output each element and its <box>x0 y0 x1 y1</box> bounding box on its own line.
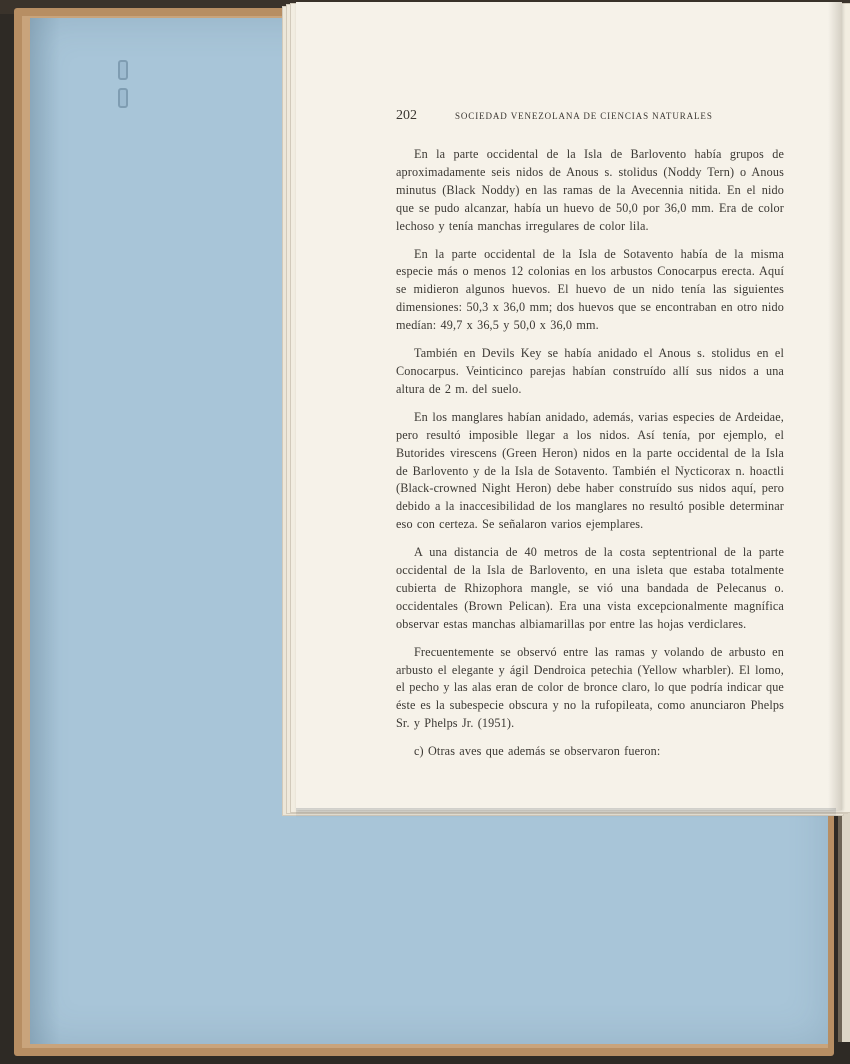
paragraph-other-birds: c) Otras aves que además se observaron fueron: <box>414 744 661 759</box>
paragraph-dendroica: Frecuentemente se observó entre las ramas y volando de arbusto en arbusto el elegante y ágil Dendroica petechia (Yellow wharbler). El lomo, el pecho y las alas eran de color de bronce claro, lo que podría indicar que éste es la subespecie obscura y no la rufopileata, como anunciaron Phelps Sr. y Phelps Jr. (1951). <box>396 644 784 731</box>
page-number: 202 <box>396 108 417 123</box>
body-text <box>396 146 784 771</box>
paragraph-ardeidae: En los manglares habían anidado, además, varias especies de Ardeidae, pero resultó imposible llegar a los nidos. Así tenía, por ejemplo, el Butorides virescens (Green Heron) nidos en la parte occidental de la Isla de Barlovento y de la Isla de Sotavento. También el Nycticorax n. hoactli (Black-crowned Night Heron) debe haber construído sus nidos aquí, pero debido a la inaccesibilidad de los manglares no resultó posible determinar eso con certeza. Se señalaron varios ejemplares. <box>396 409 784 532</box>
staple-hole-top <box>118 60 128 80</box>
paragraph-sotavento-colonies: En la parte occidental de la Isla de Sotavento había de la misma especie más o menos 12 colonias en los arbustos Conocarpus erecta. Aquí se midieron algunos huevos. El huevo de un nido tenía las siguientes dimensiones: 50,3 x 36,0 mm; dos huevos que se encontraban en otro nido medían: 49,7 x 36,5 y 50,0 x 36,0 mm. <box>396 246 784 333</box>
paragraph-barlovento-anous: En la parte occidental de la Isla de Barlovento había grupos de aproximadamente seis nidos de Anous s. stolidus (Noddy Tern) o Anous minutus (Black Noddy) en las ramas de la Avecennia nitida. En el nido que se pudo alcanzar, había un huevo de 50,0 por 36,0 mm. Era de color lechoso y tenía manchas irregulares de color lila. <box>396 147 784 233</box>
blue-sheet-shadow <box>30 18 60 1044</box>
page-bottom-shadow <box>296 808 836 818</box>
page-gutter-shadow <box>828 2 842 810</box>
document-page <box>296 2 842 810</box>
paragraph-devils-key: También en Devils Key se había anidado el Anous s. stolidus en el Conocarpus. Veinticinco parejas habían construído allí sus nidos a una altura de 2 m. del suelo. <box>396 346 784 396</box>
page-header <box>396 108 816 124</box>
running-head: SOCIEDAD VENEZOLANA DE CIENCIAS NATURALES <box>455 111 713 121</box>
staple-mark <box>118 60 128 104</box>
paragraph-pelecanus: A una distancia de 40 metros de la costa septentrional de la parte occidental de la Isla de Barlovento, en una isleta que estaba totalmente cubierta de Rhizophora mangle, se vió una bandada de Pelecanus o. occidentales (Brown Pelican). Era una vista excepcionalmente magnífica observar estas manchas albiamarillas por entre las hojas verdiclares. <box>396 545 784 631</box>
staple-hole-bottom <box>118 88 128 108</box>
